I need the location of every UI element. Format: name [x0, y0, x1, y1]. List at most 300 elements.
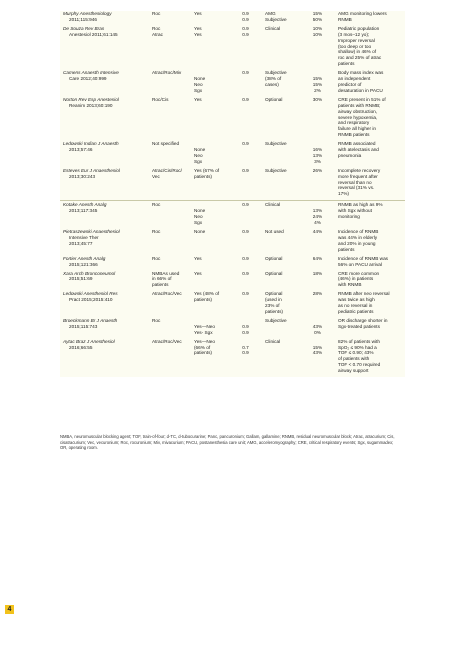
- findings-cell: [335, 271, 405, 289]
- cell-line: Subjective: [265, 16, 287, 22]
- cell-line: reversal (31% vs.: [338, 185, 375, 191]
- cell-line: Neo: [194, 81, 203, 87]
- reference-author: Ledowski Anesthesiol Res: [63, 291, 118, 297]
- reference-cell: [60, 339, 149, 374]
- tof-threshold-cell: [228, 97, 262, 138]
- cell-line: in 66% of: [152, 276, 172, 282]
- cell-line: Sgx: [194, 87, 203, 93]
- monitoring-cell: [262, 168, 299, 198]
- cell-line: (38% of: [265, 76, 282, 82]
- incidence-cell: [299, 11, 335, 23]
- cell-line: Atrac: [152, 31, 163, 37]
- nmba-cell: [149, 271, 191, 289]
- cell-line: (66% of: [194, 344, 211, 350]
- cell-line: Body mass index was: [338, 70, 384, 76]
- cell-line: Roc: [152, 11, 161, 16]
- monitoring-cell: [262, 291, 299, 315]
- cell-line: 0.7: [242, 344, 249, 350]
- cell-line: 0.9: [242, 202, 249, 208]
- table-body: [60, 11, 405, 377]
- cell-line: 0.9: [242, 255, 249, 261]
- cell-line: Improper reversal: [338, 37, 375, 43]
- cell-line: Yes—Neo: [194, 338, 215, 344]
- reference-citation: [63, 262, 98, 268]
- findings-cell: [335, 26, 405, 67]
- cell-line: airway obstruction,: [338, 108, 378, 114]
- cell-line: Incomplete recovery: [338, 167, 381, 173]
- cell-line: 0.9: [242, 270, 249, 276]
- nmba-cell: [149, 168, 191, 198]
- cell-line: Yes—Neo: [194, 323, 215, 329]
- tof-threshold-cell: [228, 229, 262, 253]
- reference-cell: [60, 271, 149, 289]
- cell-line: 2015;51:69: [69, 276, 93, 282]
- cell-line: Atrac/Roc/Vec: [152, 291, 182, 297]
- table-row: [60, 70, 405, 94]
- monitoring-cell: [262, 271, 299, 289]
- cell-line: Yes: [194, 11, 202, 16]
- monitoring-cell: [262, 201, 299, 226]
- tof-threshold-cell: [228, 141, 262, 165]
- findings-cell: [335, 168, 405, 198]
- cell-line: 43%: [312, 323, 323, 329]
- cell-line: 2015;115:743: [69, 323, 98, 329]
- cell-line: None: [194, 208, 206, 214]
- monitoring-cell: [262, 141, 299, 165]
- incidence-cell: [299, 256, 335, 268]
- nmba-cell: [149, 339, 191, 374]
- cell-line: Pract 2015;2015:410: [69, 297, 113, 303]
- cell-line: 2013;117:345: [69, 208, 98, 214]
- nmba-cell: [149, 141, 191, 165]
- findings-cell: [335, 97, 405, 138]
- cell-line: 15%: [312, 344, 323, 350]
- cell-line: Yes (48% of: [194, 291, 220, 297]
- reference-cell: [60, 318, 149, 336]
- reference-cell: [60, 141, 149, 165]
- results-table-container: [60, 11, 405, 377]
- nmba-cell: [149, 291, 191, 315]
- reference-citation: [63, 345, 92, 351]
- cell-line: Not specified: [152, 141, 180, 147]
- cell-line: reversal than no: [338, 179, 372, 185]
- reference-author: Aytac Braz J Anesthesiol: [63, 338, 115, 344]
- cell-line: and 20% in young: [338, 240, 376, 246]
- tof-threshold-cell: [228, 168, 262, 198]
- page-number-badge: 4: [5, 605, 14, 614]
- cell-line: CRE present in 51% of: [338, 96, 386, 102]
- table-row: [60, 11, 405, 23]
- findings-cell: [335, 70, 405, 94]
- cell-line: None: [194, 76, 206, 82]
- cell-line: Sgx-treated patients: [338, 323, 380, 329]
- findings-cell: [335, 339, 405, 374]
- cell-line: was 44% in elderly: [338, 235, 378, 240]
- monitoring-cell: [262, 11, 299, 23]
- reference-cell: [60, 256, 149, 268]
- reversal-cell: [191, 229, 228, 253]
- table-row: [60, 141, 405, 165]
- cell-line: 2%: [314, 87, 321, 93]
- cell-line: 0%: [314, 329, 321, 335]
- spacer-cell: [60, 374, 405, 377]
- cell-line: 82% of patients with: [338, 338, 380, 344]
- cell-line: patients with RNMB;: [338, 102, 381, 108]
- tof-threshold-cell: [228, 201, 262, 226]
- cell-line: 23% of: [265, 303, 280, 309]
- reference-citation: [63, 174, 95, 180]
- reference-author: Kotake Anesth Analg: [63, 202, 107, 208]
- cell-line: Care 2012;40:999: [69, 76, 107, 82]
- reference-citation: [63, 208, 97, 214]
- reference-citation: [63, 324, 97, 330]
- tof-threshold-cell: [228, 291, 262, 315]
- cell-line: Neo: [194, 214, 203, 220]
- cell-line: AMG monitoring lowers: [338, 11, 387, 16]
- nmba-cell: [149, 11, 191, 23]
- cell-line: Roc: [152, 229, 161, 235]
- cell-line: pediatric patients: [338, 308, 374, 314]
- cell-line: 43%: [312, 350, 323, 356]
- cell-line: predictor of: [338, 81, 362, 87]
- table-row: [60, 318, 405, 336]
- nmba-cell: [149, 256, 191, 268]
- cell-line: roc and 25% of atrac: [338, 55, 382, 61]
- reference-cell: [60, 229, 149, 253]
- reference-cell: [60, 11, 149, 23]
- cell-line: 18%: [312, 270, 323, 276]
- reversal-cell: [191, 141, 228, 165]
- reference-citation: [63, 103, 113, 109]
- cell-line: 64%: [312, 255, 323, 261]
- reversal-cell: [191, 70, 228, 94]
- cell-line: Vec: [152, 173, 160, 179]
- findings-cell: [335, 256, 405, 268]
- cell-line: 0.9: [242, 329, 249, 335]
- reference-author: Broeckmann Br J Anaesth: [63, 317, 118, 323]
- cell-line: 0.9: [242, 96, 249, 102]
- cell-line: with Sgx without: [338, 208, 372, 214]
- cell-line: patients): [194, 297, 212, 303]
- cell-line: 13%: [312, 152, 323, 158]
- cell-line: patients): [194, 173, 212, 179]
- tof-threshold-cell: [228, 339, 262, 374]
- reference-author: Camens Anaesth Intensive: [63, 70, 119, 76]
- cell-line: Sgx: [194, 220, 203, 226]
- cell-line: more frequent after: [338, 173, 378, 179]
- reference-citation: [63, 297, 113, 303]
- cell-line: 2016;66:55: [69, 344, 93, 350]
- incidence-cell: [299, 291, 335, 315]
- reference-author: Xara Arch Bronconeumol: [63, 270, 116, 276]
- cell-line: Neo: [194, 152, 203, 158]
- nmba-cell: [149, 229, 191, 253]
- table-footnote: NMBA, neuromuscular blocking agent; TOF, train-of-four; d-TC, d-tubocurarine; Panc, pancuronium; Gallam, gallamine; RNMB, residual neuromuscular block; Atrac, atracurium; Cis, cisatracurium; Vec, vecuronium; Roc, rocuronium; Miv, mivacurium; PACU, postanesthesia care unit; AMG, acceleromyography; CRE, critical respiratory events; Sgx, sugammadex; OR, operating room.: [60, 434, 395, 451]
- reference-author: Pietraszewski Anaesthesiol: [63, 229, 120, 235]
- reversal-cell: [191, 318, 228, 336]
- monitoring-cell: [262, 229, 299, 253]
- cell-line: severe hypoxemia,: [338, 114, 378, 120]
- reversal-cell: [191, 11, 228, 23]
- cell-line: Optional: [265, 255, 283, 261]
- cell-line: Optional: [265, 270, 283, 276]
- reversal-cell: [191, 291, 228, 315]
- cell-line: None: [194, 229, 206, 235]
- reference-citation: [63, 147, 92, 153]
- cell-line: 0.9: [242, 70, 249, 76]
- cell-line: (too deep or too: [338, 43, 372, 49]
- cell-line: Atrac/Roc/Vec: [152, 338, 182, 344]
- nmba-cell: [149, 201, 191, 226]
- cell-line: (3 mos–12 yo);: [338, 31, 370, 37]
- cell-line: failure all higher in: [338, 126, 377, 132]
- cell-line: 10%: [312, 31, 323, 37]
- tof-threshold-cell: [228, 318, 262, 336]
- reference-author: Ledowski Indian J Anaesth: [63, 141, 119, 147]
- incidence-cell: [299, 339, 335, 374]
- cell-line: 2015;121:366: [69, 261, 98, 267]
- cell-line: 0.9: [242, 25, 249, 31]
- reversal-cell: [191, 201, 228, 226]
- cell-line: Incidence of RNMB: [338, 229, 379, 235]
- reference-author: Norton Rev Esp Anestesiol: [63, 96, 119, 102]
- incidence-cell: [299, 70, 335, 94]
- cell-line: Optional: [265, 96, 283, 102]
- monitoring-cell: [262, 26, 299, 67]
- nmba-cell: [149, 97, 191, 138]
- cell-line: Clinical: [265, 202, 281, 208]
- cell-line: an independent: [338, 76, 371, 82]
- cell-line: 16%: [312, 147, 323, 153]
- row-spacer: [60, 374, 405, 377]
- reference-cell: [60, 291, 149, 315]
- cell-line: 44%: [312, 229, 323, 235]
- cell-line: (46%) in patients: [338, 276, 374, 282]
- cell-line: NMBAs used: [152, 270, 180, 276]
- findings-cell: [335, 229, 405, 253]
- cell-line: Reanim 2013;60:190: [69, 102, 113, 108]
- cell-line: 0.9: [242, 291, 249, 297]
- cell-line: 17%): [338, 191, 349, 197]
- cell-line: Yes: [194, 25, 202, 31]
- incidence-cell: [299, 168, 335, 198]
- cell-line: TOF < 0.70 required: [338, 362, 381, 368]
- cell-line: Yes: [194, 255, 202, 261]
- findings-cell: [335, 141, 405, 165]
- cell-line: RNMB patients: [338, 132, 370, 138]
- reference-cell: [60, 26, 149, 67]
- cell-line: patients): [194, 350, 212, 356]
- cell-line: as no reversal in: [338, 303, 373, 309]
- reference-author: Esteves Eur J Anaesthesiol: [63, 167, 120, 173]
- tof-threshold-cell: [228, 256, 262, 268]
- monitoring-cell: [262, 70, 299, 94]
- cell-line: RNMB after neo reversal: [338, 291, 390, 297]
- cell-line: SpO₂ ≤ 90% had a: [338, 344, 377, 350]
- cell-line: 0.9: [242, 141, 249, 147]
- tof-threshold-cell: [228, 271, 262, 289]
- cell-line: Subjective: [265, 167, 287, 173]
- table-row: [60, 168, 405, 198]
- incidence-cell: [299, 271, 335, 289]
- table-row: [60, 339, 405, 374]
- cell-line: patients): [265, 308, 283, 314]
- cell-line: shallow) in 46% of: [338, 49, 377, 55]
- cell-line: Incidence of RNMB was: [338, 255, 389, 261]
- cell-line: AMG: [265, 11, 276, 16]
- findings-cell: [335, 291, 405, 315]
- cell-line: Subjective: [265, 70, 287, 76]
- cell-line: 2011;115:946: [69, 16, 97, 22]
- nmba-cell: [149, 318, 191, 336]
- tof-threshold-cell: [228, 70, 262, 94]
- cell-line: and respiratory: [338, 120, 370, 126]
- cell-line: airway support: [338, 368, 369, 374]
- incidence-cell: [299, 141, 335, 165]
- cell-line: Roc: [152, 202, 161, 208]
- incidence-cell: [299, 26, 335, 67]
- cell-line: was twice as high: [338, 297, 375, 303]
- cell-line: Optional: [265, 291, 283, 297]
- cell-line: 15%: [312, 11, 323, 16]
- cell-line: 2013;57:46: [69, 147, 93, 153]
- reversal-cell: [191, 256, 228, 268]
- cell-line: 13%: [312, 208, 323, 214]
- cell-line: Roc: [152, 255, 161, 261]
- reference-cell: [60, 97, 149, 138]
- nmba-cell: [149, 26, 191, 67]
- reference-citation: [63, 17, 97, 23]
- cell-line: patients: [152, 282, 169, 288]
- cell-line: patients: [338, 246, 355, 252]
- cell-line: with RNMB: [338, 282, 362, 288]
- cell-line: RNMB as high as 9%: [338, 202, 383, 208]
- cell-line: Subjective: [265, 141, 287, 147]
- cell-line: 30%: [312, 96, 323, 102]
- cell-line: 0.9: [242, 16, 249, 22]
- cell-line: Yes: [194, 96, 202, 102]
- cell-line: 0.9: [242, 350, 249, 356]
- cell-line: Intensive Ther: [69, 235, 99, 240]
- reference-citation: [63, 276, 92, 282]
- cell-line: 50%: [312, 16, 323, 22]
- cell-line: Yes- Sgx: [194, 329, 213, 335]
- cell-line: 24%: [312, 214, 323, 220]
- cell-line: 0.9: [242, 229, 249, 235]
- cell-line: TOF ≤ 0.90; 43%: [338, 350, 374, 356]
- cell-line: Yes (67% of: [194, 167, 220, 173]
- cell-line: patients: [338, 61, 355, 67]
- reversal-cell: [191, 168, 228, 198]
- incidence-cell: [299, 97, 335, 138]
- reversal-cell: [191, 97, 228, 138]
- cell-line: Clinical: [265, 338, 281, 344]
- monitoring-cell: [262, 318, 299, 336]
- reference-cell: [60, 168, 149, 198]
- cell-line: 10%: [312, 25, 323, 31]
- table-row: [60, 26, 405, 67]
- cell-line: 56% on PACU arrival: [338, 261, 382, 267]
- cell-line: 28%: [312, 291, 323, 297]
- cell-line: Subjective: [265, 317, 287, 323]
- cell-line: with atelectasis and: [338, 147, 379, 153]
- table-row: [60, 291, 405, 315]
- findings-cell: [335, 201, 405, 226]
- cell-line: pneumonia: [338, 152, 362, 158]
- cell-line: desaturation in PACU: [338, 87, 383, 93]
- nmba-cell: [149, 70, 191, 94]
- monitoring-cell: [262, 339, 299, 374]
- cell-line: Not used: [265, 229, 284, 235]
- cell-line: 0.9: [242, 11, 249, 16]
- table-row: [60, 256, 405, 268]
- cell-line: CRE more common: [338, 270, 380, 276]
- cell-line: 3%: [314, 158, 321, 164]
- incidence-cell: [299, 229, 335, 253]
- cell-line: Roc/Cis: [152, 96, 169, 102]
- results-table: [60, 11, 405, 377]
- cell-line: 2013;30:243: [69, 173, 96, 179]
- tof-threshold-cell: [228, 11, 262, 23]
- cell-line: 0.9: [242, 167, 249, 173]
- cell-line: Sgx: [194, 158, 203, 164]
- cell-line: Pediatric population: [338, 25, 380, 31]
- reference-citation: [63, 235, 99, 247]
- cell-line: RNMB: [338, 16, 352, 22]
- incidence-cell: [299, 201, 335, 226]
- incidence-cell: [299, 318, 335, 336]
- findings-cell: [335, 318, 405, 336]
- cell-line: RNMB associated: [338, 141, 376, 147]
- cell-line: None: [194, 147, 206, 153]
- cell-line: of patients with: [338, 356, 370, 362]
- reference-cell: [60, 201, 149, 226]
- tof-threshold-cell: [228, 26, 262, 67]
- reference-author: Murphy Anesthesiology: [63, 11, 112, 16]
- reference-cell: [60, 70, 149, 94]
- cell-line: Atrac/Cis/Roc/: [152, 167, 182, 173]
- reference-author: Fortier Anesth Analg: [63, 255, 106, 261]
- table-row: [60, 229, 405, 253]
- cell-line: OR discharge shorter in: [338, 317, 388, 323]
- reference-citation: [63, 32, 118, 38]
- monitoring-cell: [262, 256, 299, 268]
- cell-line: Atrac/Roc/Miv: [152, 70, 182, 76]
- cell-line: 2013;45:77: [69, 240, 93, 246]
- reversal-cell: [191, 339, 228, 374]
- findings-cell: [335, 11, 405, 23]
- cell-line: monitoring: [338, 214, 360, 220]
- cell-line: Anestesiol 2011;61:145: [69, 31, 118, 37]
- cell-line: Clinical: [265, 25, 281, 31]
- reversal-cell: [191, 26, 228, 67]
- cell-line: (used in: [265, 297, 282, 303]
- table-row: [60, 271, 405, 289]
- reversal-cell: [191, 271, 228, 289]
- cell-line: Roc: [152, 317, 161, 323]
- cell-line: cases): [265, 81, 279, 87]
- cell-line: 0.9: [242, 323, 249, 329]
- reference-author: De Souza Rev Bras: [63, 25, 105, 31]
- cell-line: 15%: [312, 81, 323, 87]
- cell-line: Roc: [152, 25, 161, 31]
- monitoring-cell: [262, 97, 299, 138]
- cell-line: 15%: [312, 76, 323, 82]
- cell-line: 4%: [314, 220, 321, 226]
- reference-citation: [63, 76, 107, 82]
- cell-line: 0.9: [242, 31, 249, 37]
- table-row: [60, 97, 405, 138]
